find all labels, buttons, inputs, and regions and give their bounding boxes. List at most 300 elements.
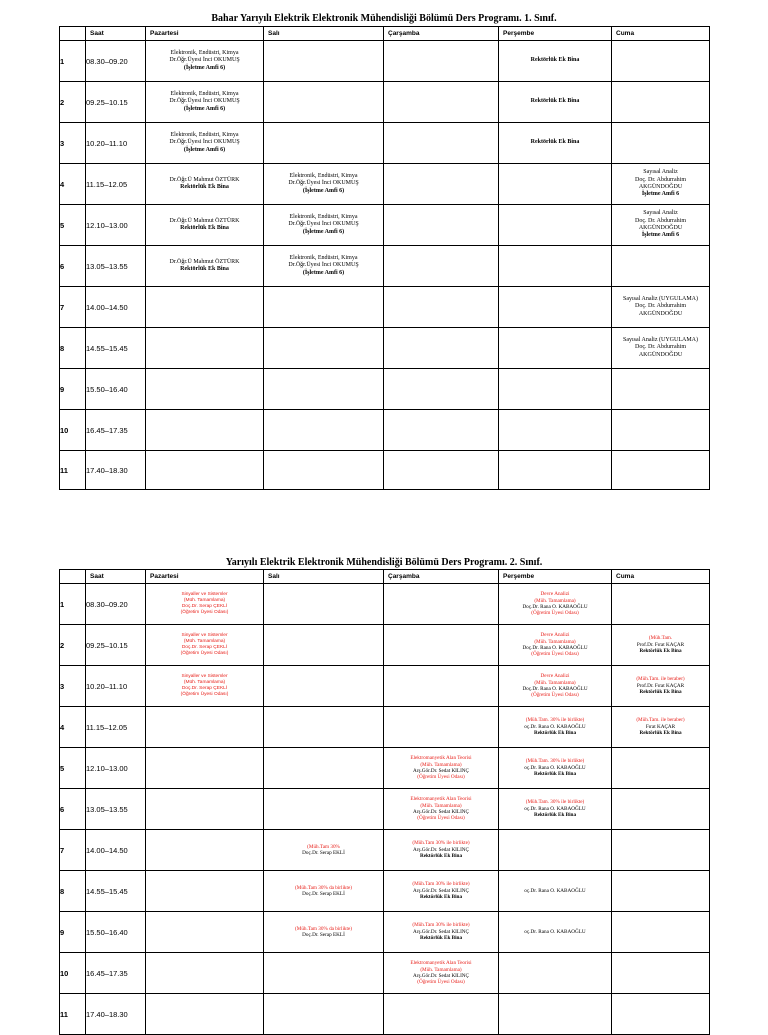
monday-cell bbox=[146, 707, 264, 748]
column-header: Salı bbox=[264, 27, 384, 41]
time-slot: 16.45–17.35 bbox=[86, 410, 146, 451]
table-row bbox=[60, 994, 710, 1035]
course-line: Rektörlük Ek Bina bbox=[419, 853, 463, 860]
course-line: oç.Dr. Rana O. KABAOĞLU bbox=[524, 928, 586, 935]
course-line: oç.Dr. Rana O. KABAOĞLU bbox=[524, 723, 586, 730]
course-line: Arş.Gör.Dr. Sedat KILINÇ bbox=[412, 928, 470, 935]
course-line: (Müh.Tam 30% da birlikte) bbox=[295, 884, 352, 891]
tuesday-cell bbox=[264, 82, 384, 123]
course-line: (Müh. Tamamlama) bbox=[183, 638, 226, 644]
course-line: Dr.Öğr.Ü Mahmut ÖZTÜRK bbox=[169, 217, 240, 224]
friday-cell bbox=[612, 584, 710, 625]
monday-cell bbox=[146, 748, 264, 789]
course-line: (Müh. Tamamlama) bbox=[534, 638, 576, 645]
course-line: Elektronik, Endüstri, Kimya bbox=[170, 131, 239, 138]
column-header bbox=[60, 570, 86, 584]
course-line: İşletme Amfi 6 bbox=[641, 232, 680, 239]
course-line: Doç.Dr. Serap EKLİ bbox=[302, 891, 345, 897]
course-line: Rektörlük Ek Bina bbox=[180, 225, 229, 231]
row-number: 2 bbox=[60, 625, 86, 666]
thursday-cell bbox=[499, 451, 612, 490]
thursday-cell bbox=[499, 707, 612, 748]
thursday-cell bbox=[499, 748, 612, 789]
row-number: 5 bbox=[60, 205, 86, 246]
time-slot: 14.00–14.50 bbox=[86, 287, 146, 328]
time-slot: 12.10–13.00 bbox=[86, 205, 146, 246]
thursday-cell bbox=[499, 625, 612, 666]
column-header: Salı bbox=[264, 570, 384, 584]
thursday-cell bbox=[499, 789, 612, 830]
tuesday-cell bbox=[264, 451, 384, 490]
tuesday-cell bbox=[264, 625, 384, 666]
row-number: 9 bbox=[60, 369, 86, 410]
course-line: oç.Dr. Rana O. KABAOĞLU bbox=[524, 887, 586, 894]
wednesday-cell bbox=[384, 451, 499, 490]
course-line: (İşletme Amfi 6) bbox=[183, 64, 226, 71]
monday-cell bbox=[146, 246, 264, 287]
thursday-cell bbox=[499, 164, 612, 205]
course-line: (Öğretim Üyesi Odası) bbox=[417, 815, 465, 822]
course-line: (Müh.Tam 30% ile birlikte) bbox=[412, 922, 470, 929]
table-row bbox=[60, 912, 710, 953]
row-number: 8 bbox=[60, 328, 86, 369]
course-line: Doç.Dr. Serap EKLİ bbox=[302, 932, 345, 938]
table-row bbox=[60, 830, 710, 871]
tuesday-cell bbox=[264, 164, 384, 205]
course-line: (Müh. Tamamlama) bbox=[534, 679, 576, 686]
wednesday-cell bbox=[384, 205, 499, 246]
course-line: Elektronik, Endüstri, Kimya bbox=[289, 254, 358, 261]
course-line: (Müh.Tam. 30% ile birlikte) bbox=[525, 758, 585, 765]
course-line: Elektronik, Endüstri, Kimya bbox=[170, 90, 239, 97]
friday-cell bbox=[612, 328, 710, 369]
course-line: Rektörlük Ek Bina bbox=[419, 935, 463, 942]
column-header: Perşembe bbox=[499, 570, 612, 584]
thursday-cell bbox=[499, 953, 612, 994]
thursday-cell bbox=[499, 123, 612, 164]
table-row bbox=[60, 584, 710, 625]
table-row bbox=[60, 328, 710, 369]
course-line: (Müh.Tam. ile beraber) bbox=[636, 717, 685, 724]
time-slot: 13.05–13.55 bbox=[86, 789, 146, 830]
course-line: (İşletme Amfi 6) bbox=[183, 146, 226, 153]
time-slot: 08.30–09.20 bbox=[86, 41, 146, 82]
thursday-cell bbox=[499, 830, 612, 871]
friday-cell bbox=[612, 369, 710, 410]
thursday-cell bbox=[499, 287, 612, 328]
row-number: 1 bbox=[60, 584, 86, 625]
wednesday-cell bbox=[384, 410, 499, 451]
thursday-cell bbox=[499, 369, 612, 410]
friday-cell bbox=[612, 41, 710, 82]
row-number: 8 bbox=[60, 871, 86, 912]
wednesday-cell bbox=[384, 164, 499, 205]
friday-cell bbox=[612, 410, 710, 451]
course-line: Doç. Dr. Abdurrahim bbox=[635, 217, 686, 224]
friday-cell bbox=[612, 666, 710, 707]
table-row bbox=[60, 789, 710, 830]
tuesday-cell bbox=[264, 666, 384, 707]
course-line: Elektronik, Endüstri, Kimya bbox=[289, 213, 358, 220]
friday-cell bbox=[612, 994, 710, 1035]
course-line: Arş.Gör.Dr. Sedat KILINÇ bbox=[412, 846, 470, 853]
wednesday-cell bbox=[384, 871, 499, 912]
course-line: Sayısal Analiz bbox=[643, 169, 678, 176]
course-line: (Öğretim Üyesi Odası) bbox=[417, 774, 465, 781]
course-line: Arş.Gör.Dr. Sedat KILINÇ bbox=[412, 973, 470, 979]
row-number: 7 bbox=[60, 287, 86, 328]
course-line: (Öğretim Üyesi Odası) bbox=[417, 979, 465, 986]
course-line: Devre Analizi bbox=[540, 591, 570, 598]
course-line: Prof.Dr. Fırat KAÇAR bbox=[636, 682, 685, 689]
table-row bbox=[60, 666, 710, 707]
course-line: (Müh. Tamamlama) bbox=[183, 679, 226, 685]
tuesday-cell bbox=[264, 912, 384, 953]
time-slot: 17.40–18.30 bbox=[86, 451, 146, 490]
course-line: (İşletme Amfi 6) bbox=[183, 105, 226, 112]
course-line: Doç.Dr. Rana O. KABAOĞLU bbox=[522, 686, 588, 692]
thursday-cell bbox=[499, 41, 612, 82]
time-slot: 14.55–15.45 bbox=[86, 871, 146, 912]
tuesday-cell bbox=[264, 584, 384, 625]
monday-cell bbox=[146, 830, 264, 871]
course-line: Dr.Öğr.Üyesi İnci OKUMUŞ bbox=[288, 221, 359, 228]
course-line: Doç.Dr. Rana O. KABAOĞLU bbox=[522, 645, 588, 651]
time-slot: 12.10–13.00 bbox=[86, 748, 146, 789]
course-line: Rektörlük Ek Bina bbox=[639, 648, 682, 655]
course-line: Dr.Öğr.Üyesi İnci OKUMUŞ bbox=[169, 139, 240, 146]
table-row bbox=[60, 410, 710, 451]
course-line: Doç. Dr. Abdurrahim bbox=[635, 176, 686, 183]
tuesday-cell bbox=[264, 287, 384, 328]
monday-cell bbox=[146, 41, 264, 82]
tuesday-cell bbox=[264, 707, 384, 748]
header-row bbox=[60, 27, 710, 41]
thursday-cell bbox=[499, 871, 612, 912]
course-line: Rektörlük Ek Bina bbox=[639, 730, 682, 737]
course-line: (Öğretim Üyesi Odası) bbox=[180, 651, 229, 657]
tuesday-cell bbox=[264, 994, 384, 1035]
monday-cell bbox=[146, 666, 264, 707]
course-line: Elektromanyetik Alan Teorisi bbox=[410, 960, 472, 967]
table-row bbox=[60, 748, 710, 789]
wednesday-cell bbox=[384, 123, 499, 164]
course-line: Sinyaller ve Sistemler bbox=[181, 673, 228, 679]
friday-cell bbox=[612, 123, 710, 164]
schedule-table-1 bbox=[59, 26, 710, 490]
tuesday-cell bbox=[264, 41, 384, 82]
table-row bbox=[60, 953, 710, 994]
wednesday-cell bbox=[384, 625, 499, 666]
time-slot: 09.25–10.15 bbox=[86, 82, 146, 123]
course-line: (Öğretim Üyesi Odası) bbox=[180, 610, 229, 616]
friday-cell bbox=[612, 205, 710, 246]
column-header: Saat bbox=[86, 27, 146, 41]
monday-cell bbox=[146, 287, 264, 328]
course-line: Dr.Öğr.Üyesi İnci OKUMUŞ bbox=[169, 57, 240, 64]
course-line: Rektörlük Ek Bina bbox=[533, 812, 577, 819]
course-line: Devre Analizi bbox=[540, 632, 570, 639]
course-line: Doç.Dr. Serap ÇEKLİ bbox=[181, 645, 228, 650]
wednesday-cell bbox=[384, 328, 499, 369]
course-line: Dr.Öğr.Üyesi İnci OKUMUŞ bbox=[288, 262, 359, 269]
monday-cell bbox=[146, 328, 264, 369]
wednesday-cell bbox=[384, 369, 499, 410]
monday-cell bbox=[146, 871, 264, 912]
friday-cell bbox=[612, 246, 710, 287]
row-number: 10 bbox=[60, 410, 86, 451]
friday-cell bbox=[612, 912, 710, 953]
tuesday-cell bbox=[264, 123, 384, 164]
monday-cell bbox=[146, 164, 264, 205]
course-line: Sayısal Analiz (UYGULAMA) bbox=[623, 295, 698, 302]
time-slot: 15.50–16.40 bbox=[86, 369, 146, 410]
wednesday-cell bbox=[384, 912, 499, 953]
row-number: 7 bbox=[60, 830, 86, 871]
thursday-cell bbox=[499, 205, 612, 246]
monday-cell bbox=[146, 789, 264, 830]
time-slot: 13.05–13.55 bbox=[86, 246, 146, 287]
course-line: Arş.Gör.Dr. Sedat KILINÇ bbox=[412, 887, 470, 894]
table-row bbox=[60, 707, 710, 748]
row-number: 11 bbox=[60, 451, 86, 490]
thursday-cell bbox=[499, 994, 612, 1035]
row-number: 3 bbox=[60, 123, 86, 164]
wednesday-cell bbox=[384, 246, 499, 287]
monday-cell bbox=[146, 912, 264, 953]
course-line: (Müh. Tamamlama) bbox=[183, 597, 226, 603]
course-line: (Müh.Tam 30% ile birlikte) bbox=[412, 881, 470, 888]
course-line: Dr.Öğr.Ü Mahmut ÖZTÜRK bbox=[169, 258, 240, 265]
column-header: Pazartesi bbox=[146, 27, 264, 41]
row-number: 3 bbox=[60, 666, 86, 707]
course-line: (Öğretim Üyesi Odası) bbox=[531, 692, 579, 699]
wednesday-cell bbox=[384, 287, 499, 328]
row-number: 6 bbox=[60, 789, 86, 830]
thursday-cell bbox=[499, 912, 612, 953]
wednesday-cell bbox=[384, 953, 499, 994]
table-row bbox=[60, 287, 710, 328]
course-line: Rektörlük Ek Bina bbox=[533, 730, 577, 737]
thursday-cell bbox=[499, 584, 612, 625]
tuesday-cell bbox=[264, 953, 384, 994]
wednesday-cell bbox=[384, 666, 499, 707]
row-number: 11 bbox=[60, 994, 86, 1035]
course-line: Dr.Öğr.Ü Mahmut ÖZTÜRK bbox=[169, 176, 240, 183]
tuesday-cell bbox=[264, 789, 384, 830]
course-line: Doç.Dr. Serap EKLİ bbox=[302, 850, 345, 856]
course-line: Arş.Gör.Dr. Sedat KILINÇ bbox=[412, 768, 470, 774]
monday-cell bbox=[146, 205, 264, 246]
wednesday-cell bbox=[384, 748, 499, 789]
course-line: Doç. Dr. Abdurrahim bbox=[635, 303, 686, 310]
column-header: Cuma bbox=[612, 570, 710, 584]
tuesday-cell bbox=[264, 246, 384, 287]
header-row bbox=[60, 570, 710, 584]
friday-cell bbox=[612, 82, 710, 123]
friday-cell bbox=[612, 953, 710, 994]
column-header: Çarşamba bbox=[384, 570, 499, 584]
course-line: (Müh.Tam. 30% ile birlikte) bbox=[525, 799, 585, 806]
course-line: (Müh.Tam 30% ile birlikte) bbox=[412, 840, 470, 847]
course-line: (Müh. Tamamlama) bbox=[534, 597, 576, 604]
tuesday-cell bbox=[264, 871, 384, 912]
thursday-cell bbox=[499, 82, 612, 123]
course-line: Elektronik, Endüstri, Kimya bbox=[170, 49, 239, 56]
wednesday-cell bbox=[384, 82, 499, 123]
column-header: Perşembe bbox=[499, 27, 612, 41]
monday-cell bbox=[146, 625, 264, 666]
time-slot: 10.20–11.10 bbox=[86, 123, 146, 164]
wednesday-cell bbox=[384, 789, 499, 830]
course-line: Fırat KAÇAR bbox=[645, 723, 676, 730]
table-row bbox=[60, 625, 710, 666]
friday-cell bbox=[612, 287, 710, 328]
friday-cell bbox=[612, 748, 710, 789]
course-line: Doç. Dr. Abdurrahim bbox=[635, 344, 686, 351]
column-header: Pazartesi bbox=[146, 570, 264, 584]
monday-cell bbox=[146, 369, 264, 410]
course-line: Doç.Dr. Rana O. KABAOĞLU bbox=[522, 604, 588, 610]
table-row bbox=[60, 82, 710, 123]
table-1-title: Bahar Yarıyılı Elektrik Elektronik Mühendisliği Bölümü Ders Programı. 1. Sınıf. bbox=[211, 13, 557, 24]
column-header: Çarşamba bbox=[384, 27, 499, 41]
time-slot: 14.00–14.50 bbox=[86, 830, 146, 871]
course-line: (Öğretim Üyesi Odası) bbox=[180, 692, 229, 698]
column-header: Saat bbox=[86, 570, 146, 584]
time-slot: 16.45–17.35 bbox=[86, 953, 146, 994]
course-line: (Öğretim Üyesi Odası) bbox=[531, 651, 579, 658]
column-header bbox=[60, 27, 86, 41]
course-line: (Müh.Tam. bbox=[648, 635, 673, 642]
course-line: Elektronik, Endüstri, Kimya bbox=[289, 172, 358, 179]
table-row bbox=[60, 164, 710, 205]
thursday-cell bbox=[499, 328, 612, 369]
wednesday-cell bbox=[384, 830, 499, 871]
wednesday-cell bbox=[384, 41, 499, 82]
course-line: Devre Analizi bbox=[540, 673, 570, 680]
course-line: (Müh.Tam. 30% ile birlikte) bbox=[525, 717, 585, 724]
tuesday-cell bbox=[264, 328, 384, 369]
row-number: 2 bbox=[60, 82, 86, 123]
course-line: (İşletme Amfi 6) bbox=[302, 269, 345, 276]
time-slot: 17.40–18.30 bbox=[86, 994, 146, 1035]
wednesday-cell bbox=[384, 994, 499, 1035]
tuesday-cell bbox=[264, 369, 384, 410]
course-line: Elektromanyetik Alan Teorisi bbox=[410, 755, 472, 762]
time-slot: 11.15–12.05 bbox=[86, 164, 146, 205]
friday-cell bbox=[612, 871, 710, 912]
course-line: Elektromanyetik Alan Teorisi bbox=[410, 796, 472, 803]
course-line: AKGÜNDOĞDU bbox=[638, 351, 683, 358]
course-line: Sinyaller ve Sistemler bbox=[181, 632, 228, 638]
course-line: Rektörlük Ek Bina bbox=[530, 139, 580, 146]
time-slot: 10.20–11.10 bbox=[86, 666, 146, 707]
course-line: AKGÜNDOĞDU bbox=[638, 310, 683, 317]
course-line: İşletme Amfi 6 bbox=[641, 191, 680, 198]
friday-cell bbox=[612, 625, 710, 666]
schedule-table-2 bbox=[59, 569, 710, 1035]
table-2-title: Yarıyılı Elektrik Elektronik Mühendisliği Bölümü Ders Programı. 2. Sınıf. bbox=[225, 557, 543, 568]
row-number: 9 bbox=[60, 912, 86, 953]
course-line: Rektörlük Ek Bina bbox=[180, 266, 229, 272]
wednesday-cell bbox=[384, 584, 499, 625]
table-row bbox=[60, 369, 710, 410]
tuesday-cell bbox=[264, 205, 384, 246]
course-line: Sayısal Analiz (UYGULAMA) bbox=[623, 336, 698, 343]
friday-cell bbox=[612, 830, 710, 871]
course-line: Dr.Öğr.Üyesi İnci OKUMUŞ bbox=[288, 180, 359, 187]
monday-cell bbox=[146, 994, 264, 1035]
course-line: (Müh.Tam 30% bbox=[307, 843, 340, 850]
course-line: Sayısal Analiz bbox=[643, 210, 678, 217]
table-row bbox=[60, 41, 710, 82]
monday-cell bbox=[146, 410, 264, 451]
course-line: Rektörlük Ek Bina bbox=[530, 98, 580, 105]
course-line: (İşletme Amfi 6) bbox=[302, 228, 345, 235]
course-line: Arş.Gör.Dr. Sedat KILINÇ bbox=[412, 809, 470, 815]
course-line: oç.Dr. Rana O. KABAOĞLU bbox=[524, 805, 586, 812]
course-line: Doç.Dr. Serap ÇEKLİ bbox=[181, 604, 228, 609]
column-header: Cuma bbox=[612, 27, 710, 41]
course-line: Prof.Dr. Fırat KAÇAR bbox=[636, 641, 685, 648]
row-number: 4 bbox=[60, 707, 86, 748]
tuesday-cell bbox=[264, 830, 384, 871]
thursday-cell bbox=[499, 410, 612, 451]
monday-cell bbox=[146, 584, 264, 625]
friday-cell bbox=[612, 451, 710, 490]
friday-cell bbox=[612, 789, 710, 830]
course-line: Sinyaller ve Sistemler bbox=[181, 591, 228, 597]
course-line: Rektörlük Ek Bina bbox=[530, 57, 580, 64]
table-row bbox=[60, 123, 710, 164]
course-line: (Müh. Tamamlama) bbox=[420, 966, 462, 973]
table-row bbox=[60, 205, 710, 246]
row-number: 1 bbox=[60, 41, 86, 82]
course-line: (Öğretim Üyesi Odası) bbox=[531, 610, 579, 617]
course-line: (Müh.Tam. ile beraber) bbox=[636, 676, 685, 683]
monday-cell bbox=[146, 953, 264, 994]
time-slot: 14.55–15.45 bbox=[86, 328, 146, 369]
course-line: Rektörlük Ek Bina bbox=[639, 689, 682, 696]
monday-cell bbox=[146, 123, 264, 164]
table-row bbox=[60, 871, 710, 912]
monday-cell bbox=[146, 451, 264, 490]
thursday-cell bbox=[499, 666, 612, 707]
time-slot: 08.30–09.20 bbox=[86, 584, 146, 625]
row-number: 10 bbox=[60, 953, 86, 994]
wednesday-cell bbox=[384, 707, 499, 748]
row-number: 6 bbox=[60, 246, 86, 287]
friday-cell bbox=[612, 707, 710, 748]
table-row bbox=[60, 451, 710, 490]
course-line: AKGÜNDOĞDU bbox=[638, 184, 683, 190]
course-line: (Müh.Tam 30% da birlikte) bbox=[295, 925, 352, 932]
friday-cell bbox=[612, 164, 710, 205]
tuesday-cell bbox=[264, 748, 384, 789]
course-line: Rektörlük Ek Bina bbox=[533, 771, 577, 778]
time-slot: 15.50–16.40 bbox=[86, 912, 146, 953]
tuesday-cell bbox=[264, 410, 384, 451]
row-number: 5 bbox=[60, 748, 86, 789]
course-line: Rektörlük Ek Bina bbox=[180, 184, 229, 190]
course-line: Doç.Dr. Serap ÇEKLİ bbox=[181, 686, 228, 691]
course-line: (Müh. Tamamlama) bbox=[420, 761, 462, 768]
monday-cell bbox=[146, 82, 264, 123]
course-line: Rektörlük Ek Bina bbox=[419, 894, 463, 901]
row-number: 4 bbox=[60, 164, 86, 205]
time-slot: 11.15–12.05 bbox=[86, 707, 146, 748]
